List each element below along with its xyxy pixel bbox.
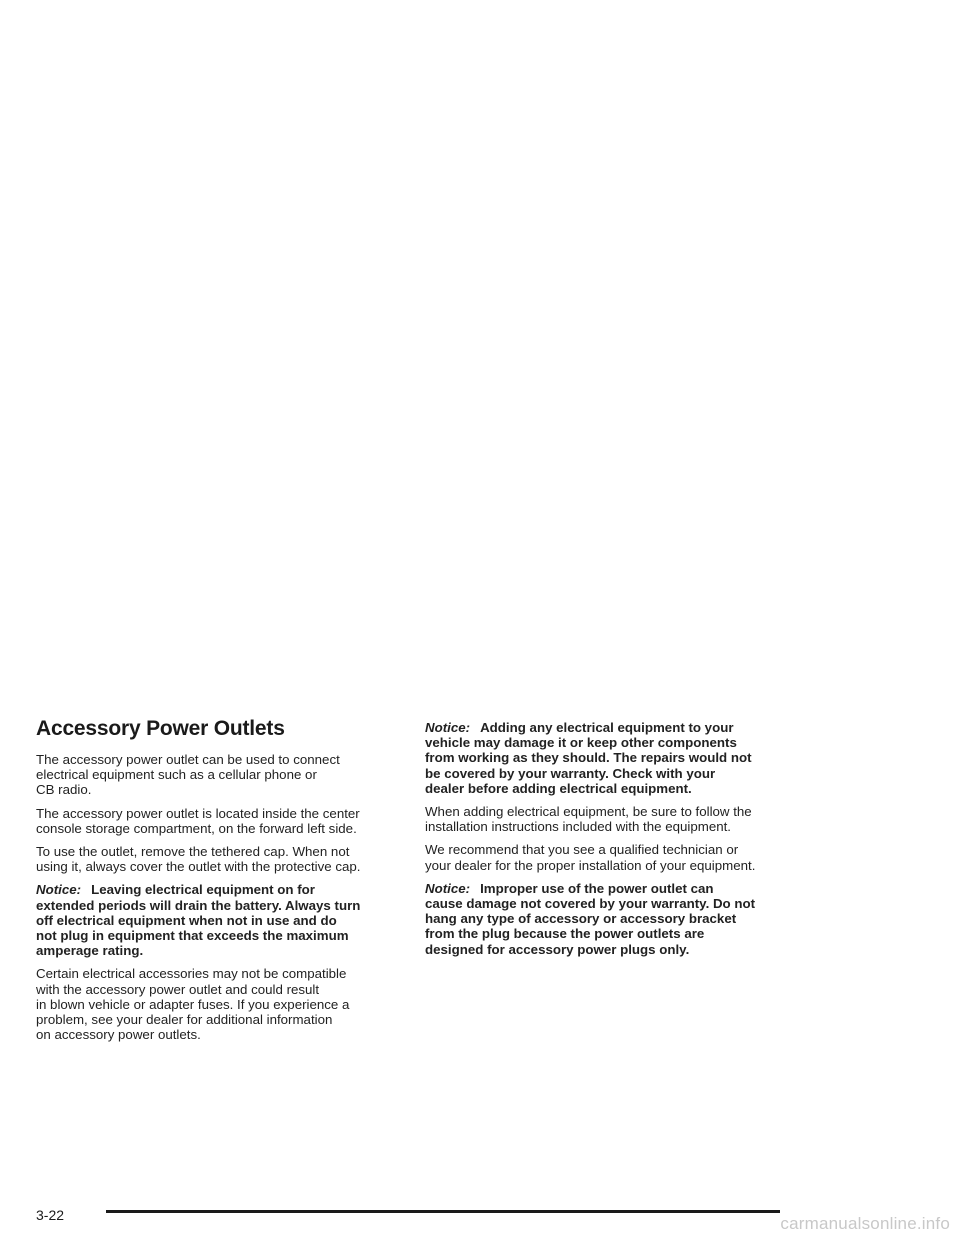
right-column bbox=[425, 720, 795, 965]
footer-divider bbox=[106, 1210, 780, 1213]
paragraph-outlet-location: The accessory power outlet is located inside the center console storage compartment, on the forward left side. bbox=[36, 805, 360, 836]
notice-improper-use bbox=[425, 881, 795, 957]
page-number: 3-22 bbox=[36, 1207, 65, 1223]
paragraph-qualified-technician: We recommend that you see a qualified technician or your dealer for the proper installation of your equipment. bbox=[425, 842, 756, 873]
notice-battery-drain bbox=[36, 882, 396, 958]
paragraph-compatibility: Certain electrical accessories may not be compatible with the accessory power outlet and could result in blown vehicle or adapter fuses. If you experience a problem, see your dealer for additional information on accessory power outlets. bbox=[36, 966, 350, 1043]
watermark: carmanualsonline.info bbox=[780, 1214, 950, 1233]
notice-electrical-equipment bbox=[425, 720, 795, 796]
notice-text: Leaving electrical equipment on for extended periods will drain the battery. Always turn off electrical equipment when not in use and do not plug in equipment that exceeds the maximum amperage rating. bbox=[36, 882, 361, 959]
paragraph-outlet-usage: The accessory power outlet can be used to connect electrical equipment such as a cellular phone or CB radio. bbox=[36, 752, 340, 798]
paragraph-installation-instructions: When adding electrical equipment, be sure to follow the installation instructions included with the equipment. bbox=[425, 804, 752, 835]
notice-label: Notice: bbox=[425, 880, 471, 896]
notice-text: Adding any electrical equipment to your vehicle may damage it or keep other components from working as they should. The repairs would not be covered by your warranty. Check with your dealer before adding electrical equipment. bbox=[425, 720, 752, 796]
notice-label: Notice: bbox=[36, 882, 82, 898]
notice-label: Notice: bbox=[425, 720, 471, 735]
notice-text: Improper use of the power outlet can cause damage not covered by your warranty. Do not hang any type of accessory or accessory bracket from the plug because the power outlets are designed for accessory power plugs only. bbox=[425, 880, 756, 957]
paragraph-tethered-cap: To use the outlet, remove the tethered cap. When not using it, always cover the outlet with the protective cap. bbox=[36, 844, 361, 875]
page-title: Accessory Power Outlets bbox=[36, 717, 285, 740]
left-column bbox=[36, 752, 396, 1050]
